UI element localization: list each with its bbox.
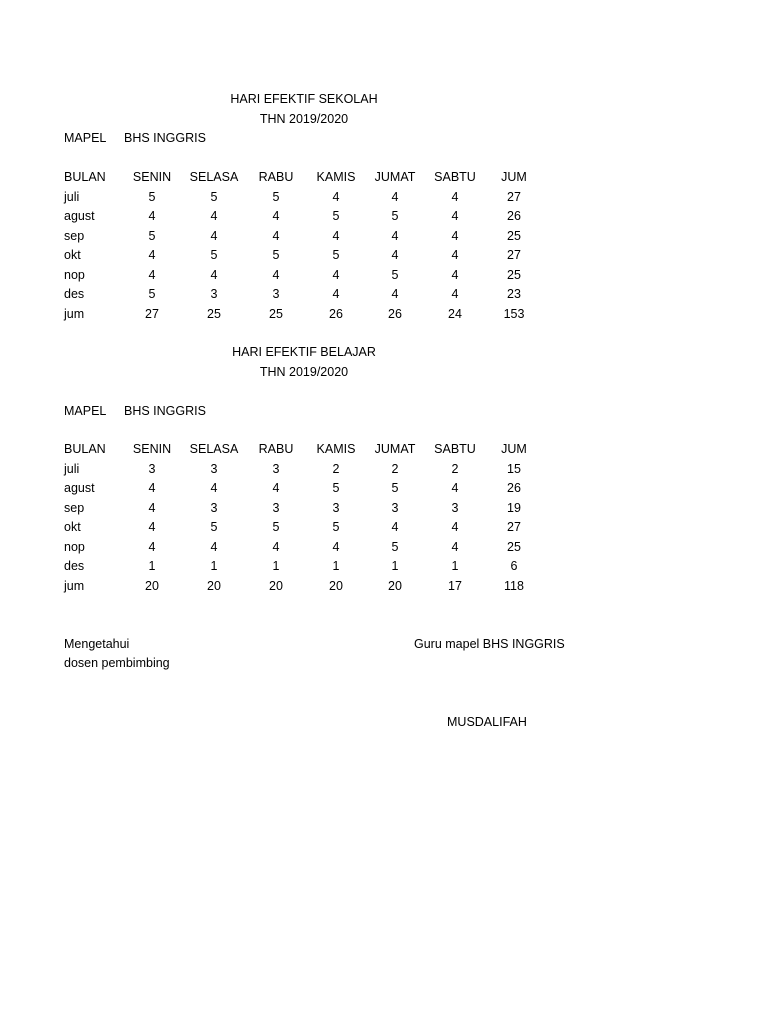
value-cell: 5: [391, 481, 399, 495]
value-cell: 5: [391, 209, 399, 223]
value-cell: SENIN: [132, 442, 172, 456]
section2-table: [64, 443, 564, 599]
value-cell: 1: [272, 559, 280, 573]
value-cell: JUMAT: [374, 442, 416, 456]
section2-title: HARI EFEKTIF BELAJAR: [232, 345, 376, 359]
table-row: [64, 230, 564, 250]
value-cell: 1: [148, 559, 156, 573]
value-cell: 26: [388, 306, 402, 321]
row-label-cell: juli: [64, 189, 80, 204]
value-cell: 4: [148, 267, 156, 282]
value-cell: KAMIS: [316, 442, 356, 456]
value-cell: 4: [451, 209, 459, 223]
value-cell: 4: [148, 481, 156, 495]
value-cell: 2: [391, 461, 399, 476]
value-cell: 2: [451, 461, 459, 476]
value-cell: 1: [391, 559, 399, 573]
row-label-cell: okt: [64, 248, 81, 262]
value-cell: SABTU: [434, 442, 476, 456]
row-label-cell: nop: [64, 267, 85, 282]
value-cell: 4: [210, 209, 218, 223]
value-cell: 5: [391, 539, 399, 554]
value-cell: 4: [391, 520, 399, 534]
value-cell: 4: [272, 267, 280, 282]
value-cell: 6: [510, 559, 518, 573]
value-cell: 4: [148, 500, 156, 515]
value-cell: 4: [272, 228, 280, 243]
value-cell: 3: [272, 461, 280, 476]
value-cell: 5: [272, 189, 280, 204]
value-cell: JUMAT: [374, 170, 416, 184]
value-cell: SELASA: [189, 170, 239, 184]
value-cell: 26: [507, 209, 521, 223]
value-cell: RABU: [258, 442, 294, 456]
value-cell: 5: [210, 520, 218, 534]
value-cell: 27: [145, 306, 159, 321]
value-cell: 4: [332, 189, 340, 204]
mapel-label: MAPEL: [64, 404, 107, 418]
table-row: [64, 502, 564, 522]
value-cell: 4: [272, 539, 280, 554]
value-cell: 20: [145, 578, 159, 593]
table-header-row: [64, 443, 564, 463]
value-cell: 3: [391, 500, 399, 515]
value-cell: 23: [507, 287, 521, 301]
value-cell: 3: [451, 500, 459, 515]
value-cell: 5: [148, 287, 156, 301]
value-cell: 5: [148, 228, 156, 243]
table-row: [64, 288, 564, 308]
value-cell: 4: [332, 228, 340, 243]
value-cell: 4: [391, 189, 399, 204]
value-cell: 4: [148, 539, 156, 554]
value-cell: 26: [329, 306, 343, 321]
value-cell: 25: [507, 228, 521, 243]
table-header-row: [64, 171, 564, 191]
table-row: [64, 541, 564, 561]
value-cell: 4: [451, 481, 459, 495]
value-cell: 20: [329, 578, 343, 593]
row-label-cell: BULAN: [64, 442, 106, 456]
value-cell: 4: [451, 287, 459, 301]
value-cell: 4: [332, 287, 340, 301]
value-cell: 3: [210, 287, 218, 301]
value-cell: 4: [451, 228, 459, 243]
table-row: [64, 308, 564, 328]
value-cell: 24: [448, 306, 462, 321]
value-cell: 3: [148, 461, 156, 476]
row-label-cell: nop: [64, 539, 85, 554]
value-cell: 26: [507, 481, 521, 495]
row-label-cell: agust: [64, 481, 95, 495]
value-cell: 3: [332, 500, 340, 515]
value-cell: 15: [507, 461, 521, 476]
value-cell: 4: [451, 267, 459, 282]
value-cell: 153: [503, 306, 525, 321]
value-cell: 20: [388, 578, 402, 593]
row-label-cell: des: [64, 287, 85, 301]
value-cell: 4: [391, 228, 399, 243]
value-cell: 27: [507, 189, 521, 204]
value-cell: 27: [507, 248, 521, 262]
row-label-cell: sep: [64, 228, 85, 243]
row-label-cell: okt: [64, 520, 81, 534]
value-cell: 25: [507, 267, 521, 282]
value-cell: JUM: [501, 170, 527, 184]
table-row: [64, 269, 564, 289]
value-cell: 19: [507, 500, 521, 515]
value-cell: 4: [210, 481, 218, 495]
value-cell: 5: [272, 520, 280, 534]
value-cell: 5: [148, 189, 156, 204]
row-label-cell: BULAN: [64, 170, 106, 184]
section2-mapel: [64, 405, 206, 418]
value-cell: 3: [272, 287, 280, 301]
table-row: [64, 210, 564, 230]
value-cell: KAMIS: [316, 170, 356, 184]
table-row: [64, 560, 564, 580]
value-cell: 3: [210, 461, 218, 476]
value-cell: 4: [391, 287, 399, 301]
value-cell: 3: [210, 500, 218, 515]
value-cell: 4: [210, 539, 218, 554]
table-row: [64, 521, 564, 541]
value-cell: 2: [332, 461, 340, 476]
value-cell: 4: [391, 248, 399, 262]
mapel-label: MAPEL: [64, 131, 107, 145]
value-cell: 4: [148, 520, 156, 534]
value-cell: 5: [210, 248, 218, 262]
value-cell: 4: [148, 209, 156, 223]
value-cell: 3: [272, 500, 280, 515]
value-cell: 25: [507, 539, 521, 554]
signature-acknowledged-label: Mengetahui: [64, 637, 130, 651]
value-cell: 4: [451, 189, 459, 204]
value-cell: RABU: [258, 170, 294, 184]
value-cell: 5: [332, 209, 340, 223]
value-cell: 5: [272, 248, 280, 262]
value-cell: 4: [148, 248, 156, 262]
value-cell: 4: [272, 209, 280, 223]
value-cell: 4: [451, 248, 459, 262]
value-cell: 4: [210, 228, 218, 243]
value-cell: SABTU: [434, 170, 476, 184]
mapel-value: BHS INGGRIS: [124, 404, 206, 418]
value-cell: 1: [451, 559, 459, 573]
row-label-cell: juli: [64, 461, 80, 476]
value-cell: 17: [448, 578, 462, 593]
value-cell: 4: [210, 267, 218, 282]
value-cell: 27: [507, 520, 521, 534]
value-cell: 1: [210, 559, 218, 573]
section2-year: THN 2019/2020: [259, 365, 349, 379]
row-label-cell: jum: [64, 578, 85, 593]
signature-supervisor-label: dosen pembimbing: [64, 656, 170, 670]
value-cell: 4: [272, 481, 280, 495]
row-label-cell: sep: [64, 500, 85, 515]
value-cell: 5: [391, 267, 399, 282]
table-row: [64, 580, 564, 600]
section1-year: THN 2019/2020: [259, 112, 349, 126]
value-cell: 20: [207, 578, 221, 593]
table-row: [64, 463, 564, 483]
value-cell: SELASA: [189, 442, 239, 456]
row-label-cell: jum: [64, 306, 85, 321]
value-cell: 4: [451, 520, 459, 534]
table-row: [64, 249, 564, 269]
section1-mapel: [64, 132, 206, 145]
signature-teacher-name: MUSDALIFAH: [447, 715, 527, 729]
table-row: [64, 482, 564, 502]
value-cell: 4: [332, 539, 340, 554]
value-cell: 25: [207, 306, 221, 321]
value-cell: 5: [332, 481, 340, 495]
value-cell: 20: [269, 578, 283, 593]
value-cell: JUM: [501, 442, 527, 456]
signature-teacher-label: Guru mapel BHS INGGRIS: [414, 637, 565, 651]
value-cell: 25: [269, 306, 283, 321]
value-cell: 4: [332, 267, 340, 282]
value-cell: 5: [210, 189, 218, 204]
value-cell: SENIN: [132, 170, 172, 184]
mapel-value: BHS INGGRIS: [124, 131, 206, 145]
value-cell: 4: [451, 539, 459, 554]
row-label-cell: agust: [64, 209, 95, 223]
section1-title: HARI EFEKTIF SEKOLAH: [230, 92, 378, 106]
value-cell: 1: [332, 559, 340, 573]
value-cell: 5: [332, 248, 340, 262]
table-row: [64, 191, 564, 211]
section1-table: [64, 171, 564, 327]
row-label-cell: des: [64, 559, 85, 573]
value-cell: 118: [504, 578, 524, 593]
value-cell: 5: [332, 520, 340, 534]
